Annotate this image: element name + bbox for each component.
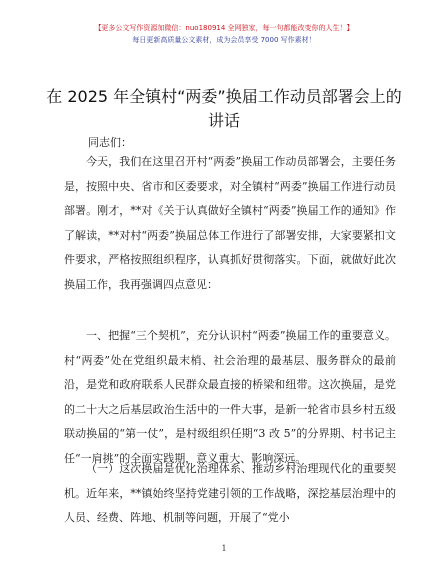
page-number: 1: [221, 544, 227, 553]
paragraph-section-1: 一、把握“三个契机”，充分认识村“两委”换届工作的重要意义。村“两委”处在党组织最末梢、社会治理的最基层、服务群众的最前沿，是党和政府联系人民群众最直接的桥梁和纽带。这次换届，是党的二十大之后基层政治生活中的一件大事，是新一轮省市县乡村五级联动换届的“第一仗”，是村级组织任期“3 改 5”的分界期、村书记主任“一肩挑”的全面实践期，意义重大、影响深远。: [64, 329, 396, 465]
greeting: 同志们：: [88, 136, 132, 149]
promo-banner-line-2: 每日更新高质量公文素材，成为会员享受 7000 写作素材！: [132, 36, 316, 44]
document-title: 在 2025 年全镇村“两委”换届工作动员部署会上的讲话: [46, 87, 402, 130]
promo-banner-line-1: 【更多公文写作资源加微信：nuo180914 全网独家，每一句都能改变你的人生！】: [94, 24, 354, 32]
paragraph-intro: 今天，我们在这里召开村“两委”换届工作动员部署会，主要任务是，按照中央、省市和区委要求，对全镇村“两委”换届工作进行动员部署。刚才，**对《关于认真做好全镇村“两委”换届工作的通知》作了解读，**对村“两委”换届总体工作进行了部署安排，大家要紧扣文件要求，严格按照组织程序，认真抓好贯彻落实。下面，就做好此次换届工作，我再强调四点意见：: [64, 155, 396, 291]
paragraph-subsection-1: （一）这次换届是优化治理体系、推动乡村治理现代化的重要契机。近年来，**镇始终坚持党建引领的工作战略，深挖基层治理中的人员、经费、阵地、机制等问题，开展了“党小: [64, 462, 396, 524]
